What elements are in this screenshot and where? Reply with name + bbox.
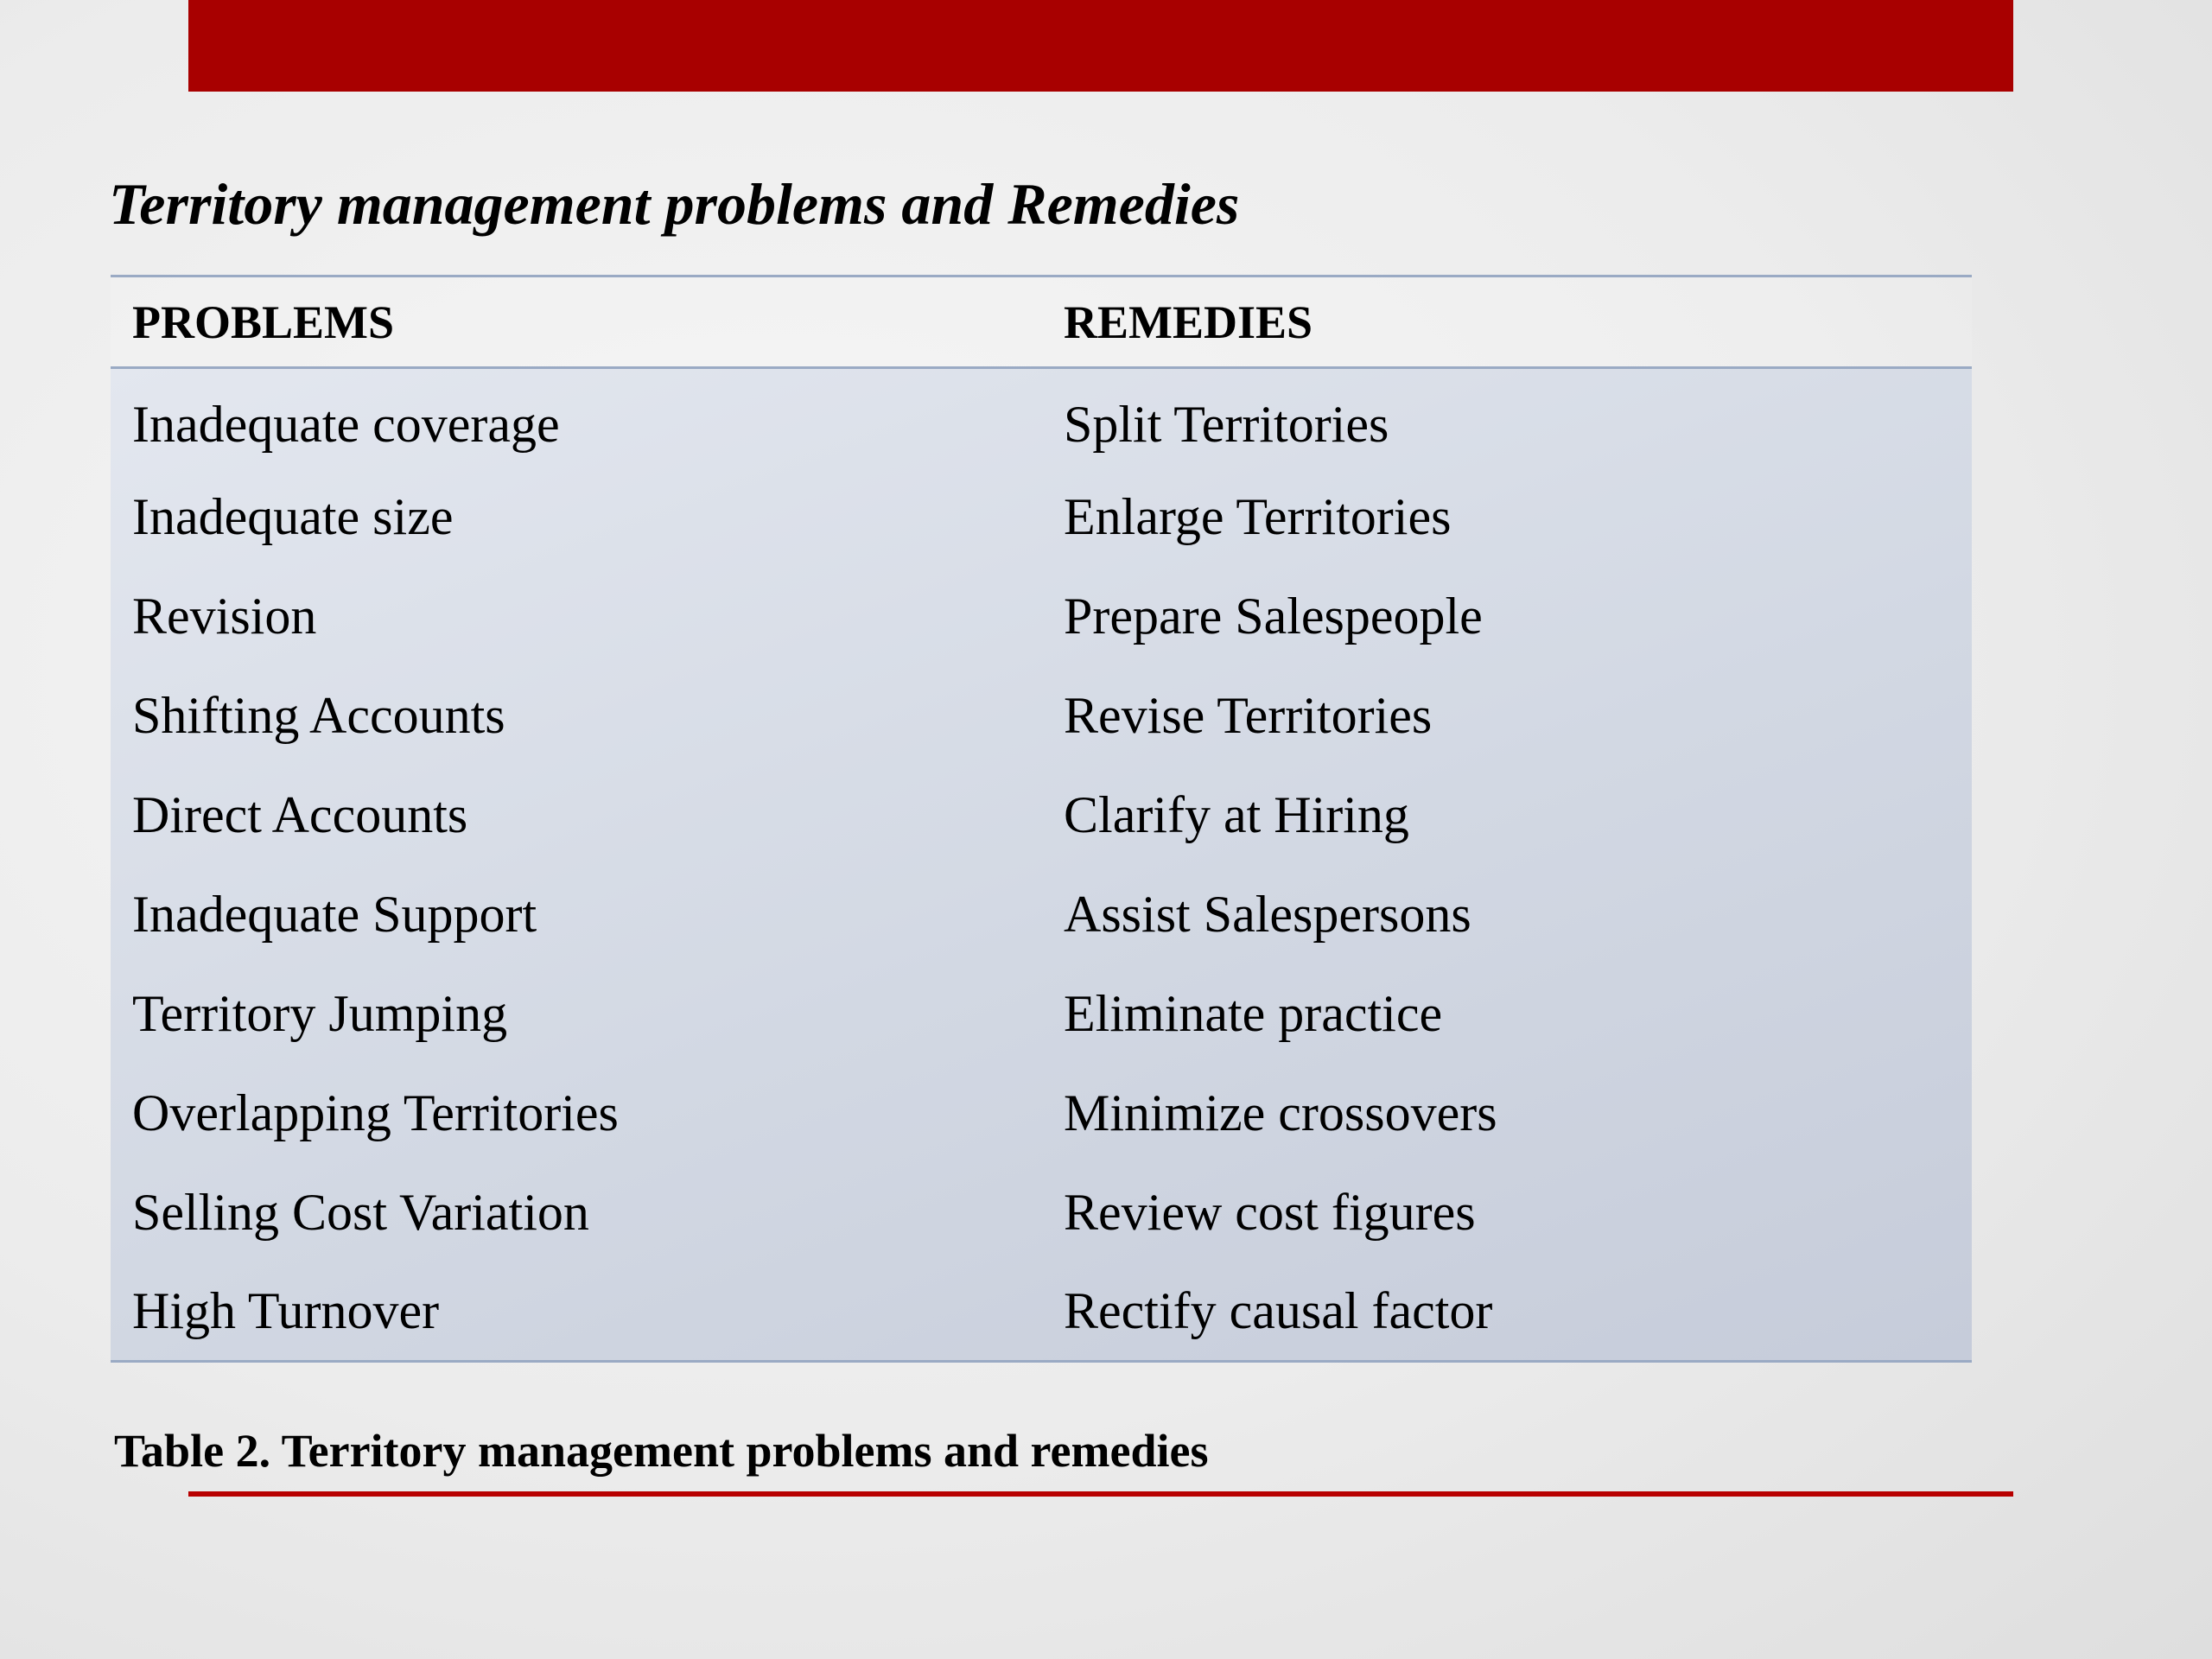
table-header-row	[111, 276, 1972, 368]
remedy-cell: Review cost figures	[1064, 1183, 1476, 1241]
table-row	[111, 368, 1972, 467]
problem-cell: Territory Jumping	[132, 984, 508, 1042]
remedy-cell: Revise Territories	[1064, 686, 1433, 744]
table-row	[111, 865, 1972, 964]
table-row	[111, 766, 1972, 865]
problem-cell: Revision	[132, 587, 317, 645]
problem-cell: Direct Accounts	[132, 785, 468, 843]
table-row	[111, 567, 1972, 666]
problem-cell: Shifting Accounts	[132, 686, 505, 744]
problem-cell: Inadequate Support	[132, 885, 537, 943]
problems-remedies-table	[111, 275, 1972, 1363]
table-row	[111, 666, 1972, 766]
table-row	[111, 1064, 1972, 1163]
table-row	[111, 1163, 1972, 1262]
remedy-cell: Clarify at Hiring	[1064, 785, 1409, 843]
problem-cell: Inadequate size	[132, 487, 454, 545]
remedy-cell: Minimize crossovers	[1064, 1084, 1497, 1141]
bottom-accent-line	[188, 1491, 2013, 1497]
remedy-cell: Eliminate practice	[1064, 984, 1443, 1042]
slide-title: Territory management problems and Remedies	[109, 171, 1240, 237]
top-accent-bar	[188, 0, 2013, 92]
problem-cell: Selling Cost Variation	[132, 1183, 589, 1241]
problem-cell: Overlapping Territories	[132, 1084, 619, 1141]
table-row	[111, 1262, 1972, 1362]
remedy-cell: Prepare Salespeople	[1064, 587, 1483, 645]
table-row	[111, 467, 1972, 567]
problem-cell: High Turnover	[132, 1281, 440, 1339]
remedy-cell: Assist Salespersons	[1064, 885, 1471, 943]
problem-cell: Inadequate coverage	[132, 396, 560, 454]
header-remedies: REMEDIES	[1064, 296, 1313, 348]
header-problems: PROBLEMS	[132, 296, 395, 348]
remedy-cell: Enlarge Territories	[1064, 487, 1452, 545]
table-caption: Table 2. Territory management problems and remedies	[114, 1425, 1209, 1477]
table-row	[111, 964, 1972, 1064]
remedy-cell: Rectify causal factor	[1064, 1281, 1493, 1339]
remedy-cell: Split Territories	[1064, 396, 1389, 454]
